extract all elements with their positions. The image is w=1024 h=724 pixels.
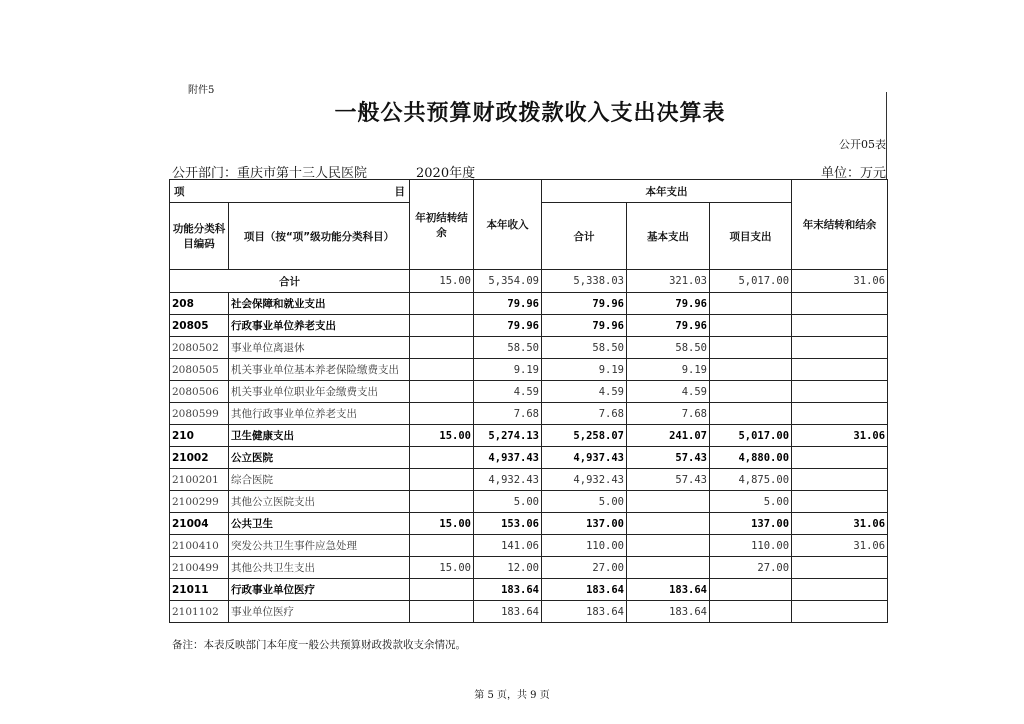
row-basic	[627, 535, 710, 557]
row-code: 2101102	[170, 601, 229, 623]
row-basic: 9.19	[627, 359, 710, 381]
row-project: 4,880.00	[710, 447, 792, 469]
row-closing	[792, 315, 888, 337]
row-closing	[792, 447, 888, 469]
row-closing	[792, 381, 888, 403]
row-basic: 241.07	[627, 425, 710, 447]
header-opening-balance: 年初结转结余	[410, 180, 474, 270]
header-item-left: 项	[174, 186, 185, 198]
year-label: 2020年度	[416, 166, 476, 181]
table-row	[170, 315, 888, 337]
row-closing: 31.06	[792, 535, 888, 557]
row-code: 2100201	[170, 469, 229, 491]
row-opening	[410, 315, 474, 337]
row-total: 58.50	[542, 337, 627, 359]
note: 备注：本表反映部门本年度一般公共预算财政拨款收支余情况。	[172, 639, 466, 651]
row-income: 4,932.43	[474, 469, 542, 491]
row-opening	[410, 293, 474, 315]
row-opening: 15.00	[410, 513, 474, 535]
row-code: 21004	[170, 513, 229, 535]
unit-label: 单位：万元	[820, 166, 886, 181]
row-name: 机关事业单位基本养老保险缴费支出	[229, 359, 410, 381]
row-project: 5,017.00	[710, 425, 792, 447]
row-total: 4,937.43	[542, 447, 627, 469]
row-name: 公共卫生	[229, 513, 410, 535]
department-label: 公开部门：重庆市第十三人民医院	[172, 166, 368, 181]
row-total: 137.00	[542, 513, 627, 535]
row-code: 2080505	[170, 359, 229, 381]
row-closing	[792, 293, 888, 315]
divider	[886, 92, 887, 180]
row-opening: 15.00	[410, 557, 474, 579]
row-closing	[792, 557, 888, 579]
header-item-cell	[170, 180, 410, 203]
row-name: 社会保障和就业支出	[229, 293, 410, 315]
row-total: 27.00	[542, 557, 627, 579]
row-code: 2100299	[170, 491, 229, 513]
table-row	[170, 469, 888, 491]
header-basic: 基本支出	[627, 203, 710, 270]
row-project	[710, 601, 792, 623]
row-closing	[792, 403, 888, 425]
row-total: 9.19	[542, 359, 627, 381]
row-opening	[410, 403, 474, 425]
row-basic: 183.64	[627, 601, 710, 623]
row-closing	[792, 469, 888, 491]
row-total: 79.96	[542, 315, 627, 337]
total-row	[170, 270, 888, 293]
table-row	[170, 293, 888, 315]
row-project	[710, 315, 792, 337]
row-total: 5,258.07	[542, 425, 627, 447]
row-code: 210	[170, 425, 229, 447]
total-income: 5,354.09	[474, 270, 542, 293]
row-code: 2100499	[170, 557, 229, 579]
table-row	[170, 337, 888, 359]
row-code: 2080506	[170, 381, 229, 403]
header-total: 合计	[542, 203, 627, 270]
row-opening	[410, 535, 474, 557]
row-basic: 79.96	[627, 293, 710, 315]
row-opening	[410, 469, 474, 491]
row-project	[710, 337, 792, 359]
row-project	[710, 403, 792, 425]
row-opening	[410, 447, 474, 469]
row-income: 5.00	[474, 491, 542, 513]
row-project: 5.00	[710, 491, 792, 513]
row-total: 7.68	[542, 403, 627, 425]
row-total: 4.59	[542, 381, 627, 403]
row-closing	[792, 491, 888, 513]
row-basic: 183.64	[627, 579, 710, 601]
row-total: 110.00	[542, 535, 627, 557]
header-item-name: 项目（按“项”级功能分类科目）	[229, 203, 410, 270]
row-name: 其他公共卫生支出	[229, 557, 410, 579]
header-income: 本年收入	[474, 180, 542, 270]
total-basic: 321.03	[627, 270, 710, 293]
row-opening	[410, 359, 474, 381]
budget-table	[169, 179, 888, 623]
row-name: 事业单位医疗	[229, 601, 410, 623]
row-code: 2100410	[170, 535, 229, 557]
row-project	[710, 359, 792, 381]
row-basic: 4.59	[627, 381, 710, 403]
row-income: 58.50	[474, 337, 542, 359]
row-closing	[792, 337, 888, 359]
total-closing: 31.06	[792, 270, 888, 293]
total-expenditure: 5,338.03	[542, 270, 627, 293]
row-name: 综合医院	[229, 469, 410, 491]
row-opening	[410, 337, 474, 359]
row-basic	[627, 557, 710, 579]
row-closing	[792, 601, 888, 623]
row-opening: 15.00	[410, 425, 474, 447]
row-income: 79.96	[474, 293, 542, 315]
row-income: 9.19	[474, 359, 542, 381]
row-name: 行政事业单位养老支出	[229, 315, 410, 337]
total-project: 5,017.00	[710, 270, 792, 293]
header-row-1	[170, 180, 888, 203]
header-closing-balance: 年末结转和结余	[792, 180, 888, 270]
row-total: 5.00	[542, 491, 627, 513]
attachment-label: 附件5	[188, 85, 215, 96]
row-name: 行政事业单位医疗	[229, 579, 410, 601]
row-basic: 58.50	[627, 337, 710, 359]
header-expenditure-group: 本年支出	[542, 180, 792, 203]
row-code: 208	[170, 293, 229, 315]
row-income: 153.06	[474, 513, 542, 535]
total-opening: 15.00	[410, 270, 474, 293]
row-name: 其他行政事业单位养老支出	[229, 403, 410, 425]
row-opening	[410, 579, 474, 601]
row-project	[710, 293, 792, 315]
row-basic	[627, 513, 710, 535]
row-code: 21002	[170, 447, 229, 469]
row-income: 4.59	[474, 381, 542, 403]
row-closing: 31.06	[792, 513, 888, 535]
row-basic: 79.96	[627, 315, 710, 337]
row-closing	[792, 579, 888, 601]
row-income: 4,937.43	[474, 447, 542, 469]
row-income: 183.64	[474, 579, 542, 601]
table-row	[170, 403, 888, 425]
row-closing: 31.06	[792, 425, 888, 447]
row-opening	[410, 381, 474, 403]
table-row	[170, 447, 888, 469]
row-project: 27.00	[710, 557, 792, 579]
row-project: 110.00	[710, 535, 792, 557]
table-row	[170, 491, 888, 513]
row-code: 20805	[170, 315, 229, 337]
row-basic	[627, 491, 710, 513]
table-row	[170, 579, 888, 601]
row-code: 2080502	[170, 337, 229, 359]
page-footer: 第 5 页，共 9 页	[474, 690, 550, 701]
table-row	[170, 513, 888, 535]
table-row	[170, 601, 888, 623]
row-opening	[410, 601, 474, 623]
total-label: 合计	[170, 270, 410, 293]
row-income: 141.06	[474, 535, 542, 557]
row-name: 卫生健康支出	[229, 425, 410, 447]
row-closing	[792, 359, 888, 381]
row-income: 12.00	[474, 557, 542, 579]
page-title: 一般公共预算财政拨款收入支出决算表	[334, 101, 726, 126]
table-row	[170, 359, 888, 381]
form-number: 公开05表	[839, 138, 886, 151]
row-name: 突发公共卫生事件应急处理	[229, 535, 410, 557]
table-row	[170, 557, 888, 579]
row-code: 2080599	[170, 403, 229, 425]
row-project: 4,875.00	[710, 469, 792, 491]
row-total: 183.64	[542, 601, 627, 623]
row-income: 7.68	[474, 403, 542, 425]
row-total: 4,932.43	[542, 469, 627, 491]
row-opening	[410, 491, 474, 513]
table-row	[170, 381, 888, 403]
row-basic: 57.43	[627, 469, 710, 491]
table-row	[170, 535, 888, 557]
row-income: 79.96	[474, 315, 542, 337]
row-basic: 57.43	[627, 447, 710, 469]
row-name: 其他公立医院支出	[229, 491, 410, 513]
table-row	[170, 425, 888, 447]
row-total: 79.96	[542, 293, 627, 315]
header-project: 项目支出	[710, 203, 792, 270]
header-item-right: 目	[394, 186, 405, 198]
row-total: 183.64	[542, 579, 627, 601]
row-name: 事业单位离退休	[229, 337, 410, 359]
row-project: 137.00	[710, 513, 792, 535]
row-income: 183.64	[474, 601, 542, 623]
row-name: 公立医院	[229, 447, 410, 469]
header-code: 功能分类科目编码	[170, 203, 229, 270]
row-project	[710, 381, 792, 403]
row-code: 21011	[170, 579, 229, 601]
row-name: 机关事业单位职业年金缴费支出	[229, 381, 410, 403]
row-basic: 7.68	[627, 403, 710, 425]
row-project	[710, 579, 792, 601]
row-income: 5,274.13	[474, 425, 542, 447]
